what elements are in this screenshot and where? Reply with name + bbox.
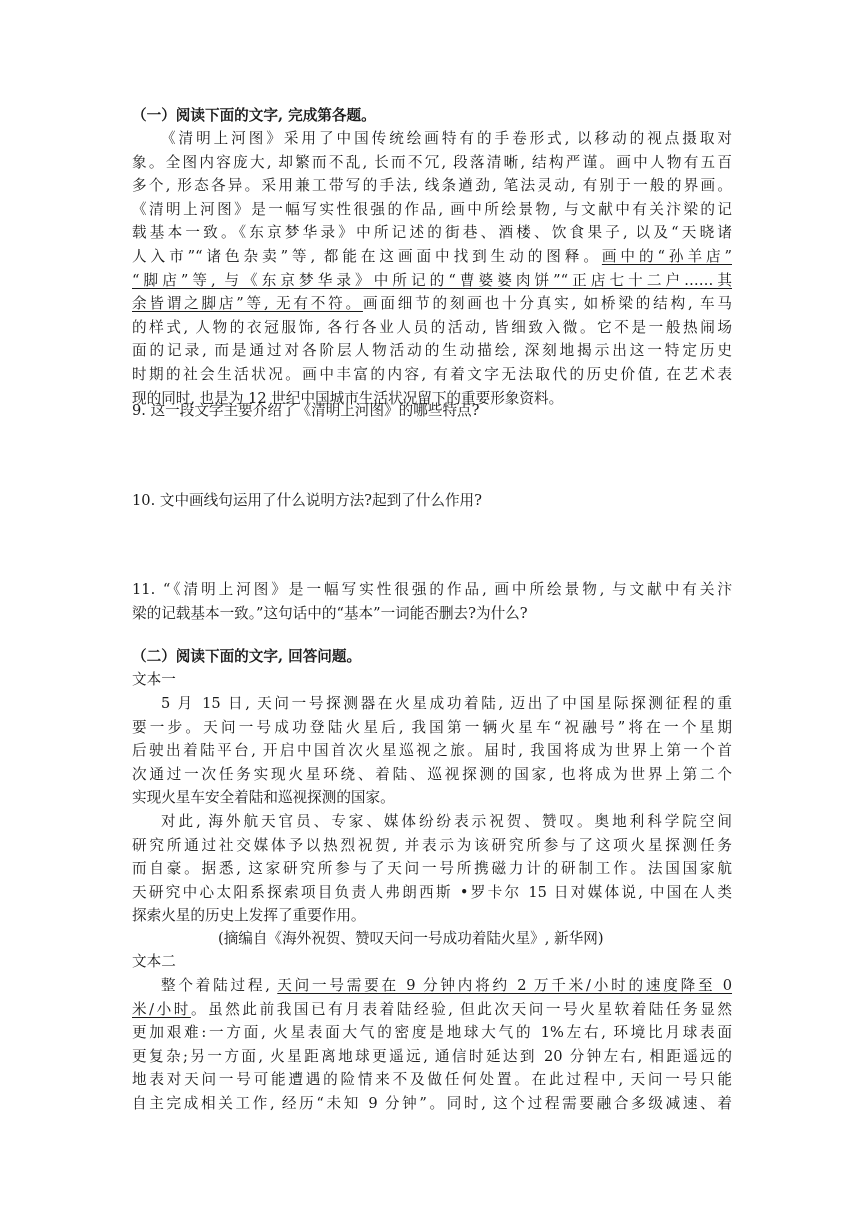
question-9: 9. 这一段文字主要介绍了《清明上河图》的哪些特点? (132, 402, 480, 419)
section1-passage (132, 127, 732, 410)
text1-source: (摘编自《海外祝贺、赞叹天问一号成功着陆火星》, 新华网) (218, 930, 604, 947)
passage-line: 象。全图内容庞大, 却繁而不乱, 长而不冗, 段落清晰, 结构严谨。画中人物有五百 (132, 153, 732, 171)
passage-line (132, 974, 732, 998)
passage-line: 更加艰难:一方面, 火星表面大气的密度是地球大气的 1%左右, 环境比月球表面 (132, 1024, 732, 1042)
passage-line (132, 998, 732, 1022)
underlined-sentence: “脚店”等, 与《东京梦华录》中所记的“曹婆婆肉饼”“正店七十二户……其 (132, 271, 732, 289)
passage-line: 自主完成相关工作, 经历“未知 9 分钟”。同时, 这个过程需要融合多级减速、着 (132, 1094, 732, 1112)
passage-line: 实现火星车安全着陆和巡视探测的国家。 (132, 789, 395, 807)
passage-text: 人入市”“诸色杂卖”等, 都能在这画面中找到生动的图释。 (132, 247, 602, 265)
text1-passage (132, 692, 732, 928)
passage-line: 地表对天问一号可能遭遇的险情来不及做任何处置。在此过程中, 天问一号只能 (132, 1071, 732, 1089)
text2-label: 文本二 (132, 953, 176, 970)
section1-heading: （一）阅读下面的文字, 完成第各题。 (132, 107, 376, 124)
passage-line: 5 月 15 日, 天问一号探测器在火星成功着陆, 迈出了中国星际探测征程的重 (161, 695, 732, 712)
question-11-line: 梁的记载基本一致。”这句话中的“基本”一词能否删去?为什么? (132, 604, 528, 622)
passage-line: 探索火星的历史上发挥了重要作用。 (132, 907, 366, 925)
underlined-sentence: 画中的“孙羊店” (601, 247, 732, 265)
passage-line (132, 292, 732, 316)
passage-line: 《清明上河图》是一幅写实性很强的作品, 画中所绘景物, 与文献中有关汴梁的记 (132, 200, 732, 218)
passage-text: 画面细节的刻画也十分真实, 如桥梁的结构, 车马 (362, 295, 732, 313)
passage-line: 载基本一致。《东京梦华录》中所记述的街巷、酒楼、饮食果子, 以及“天晓诸 (132, 224, 732, 242)
passage-line: 面的记录, 而是通过对各阶层人物活动的生动描绘, 深刻地揭示出这一特定历史 (132, 342, 732, 360)
passage-line: 要一步。天问一号成功登陆火星后, 我国第一辆火星车“祝融号”将在一个星期 (132, 718, 732, 736)
passage-text: 整个着陆过程, (161, 977, 278, 994)
passage-line: 而自豪。据悉, 这家研究所参与了天问一号所携磁力计的研制工作。法国国家航 (132, 860, 732, 878)
underlined-sentence: 余皆谓之脚店”等, 无有不符。 (132, 295, 363, 313)
passage-line: 次通过一次任务实现火星环绕、着陆、巡视探测的国家, 也将成为世界上第二个 (132, 765, 732, 783)
question-11-line: 11. “《清明上河图》是一幅写实性很强的作品, 画中所绘景物, 与文献中有关汴 (132, 581, 732, 598)
section2-heading: （二）阅读下面的文字, 回答问题。 (132, 648, 362, 665)
question-11 (132, 578, 732, 625)
passage-line: 多个, 形态各异。采用兼工带写的手法, 线条遒劲, 笔法灵动, 有别于一般的界画。 (132, 177, 732, 195)
underlined-sentence: 天问一号需要在 9 分钟内将约 2 万千米/小时的速度降至 0 (277, 977, 733, 994)
passage-line: 现的同时, 也是为 12 世纪中国城市生活状况留下的重要形象资料。 (132, 389, 564, 407)
passage-line: 《清明上河图》采用了中国传统绘画特有的手卷形式, 以移动的视点摄取对 (161, 130, 732, 147)
passage-line: 更复杂;另一方面, 火星距离地球更遥远, 通信时延达到 20 分钟左右, 相距遥远的 (132, 1047, 732, 1065)
underlined-sentence: 米/小时 (132, 1000, 191, 1018)
question-10: 10. 文中画线句运用了什么说明方法?起到了什么作用? (132, 492, 482, 509)
passage-line: 时期的社会生活状况。画中丰富的内容, 有着文字无法取代的历史价值, 在艺术表 (132, 365, 732, 383)
text2-passage (132, 974, 732, 1116)
passage-line (132, 245, 732, 269)
passage-line: 天研究中心太阳系探索项目负责人弗朗西斯 •罗卡尔 15 日对媒体说, 中国在人类 (132, 883, 732, 901)
passage-line: 的样式, 人物的衣冠服饰, 各行各业人员的活动, 皆细致入微。它不是一般热闹场 (132, 318, 732, 336)
passage-line: 研究所通过社交媒体予以热烈祝贺, 并表示为该研究所参与了这项火星探测任务 (132, 836, 732, 854)
passage-line: 对此, 海外航天官员、专家、媒体纷纷表示祝贺、赞叹。奥地利科学院空间 (161, 812, 732, 830)
text1-label: 文本一 (132, 671, 176, 688)
passage-line: 后驶出着陆平台, 开启中国首次火星巡视之旅。届时, 我国将成为世界上第一个首 (132, 742, 732, 760)
passage-text: 。虽然此前我国已有月表着陆经验, 但此次天问一号火星软着陆任务显然 (190, 1000, 733, 1018)
